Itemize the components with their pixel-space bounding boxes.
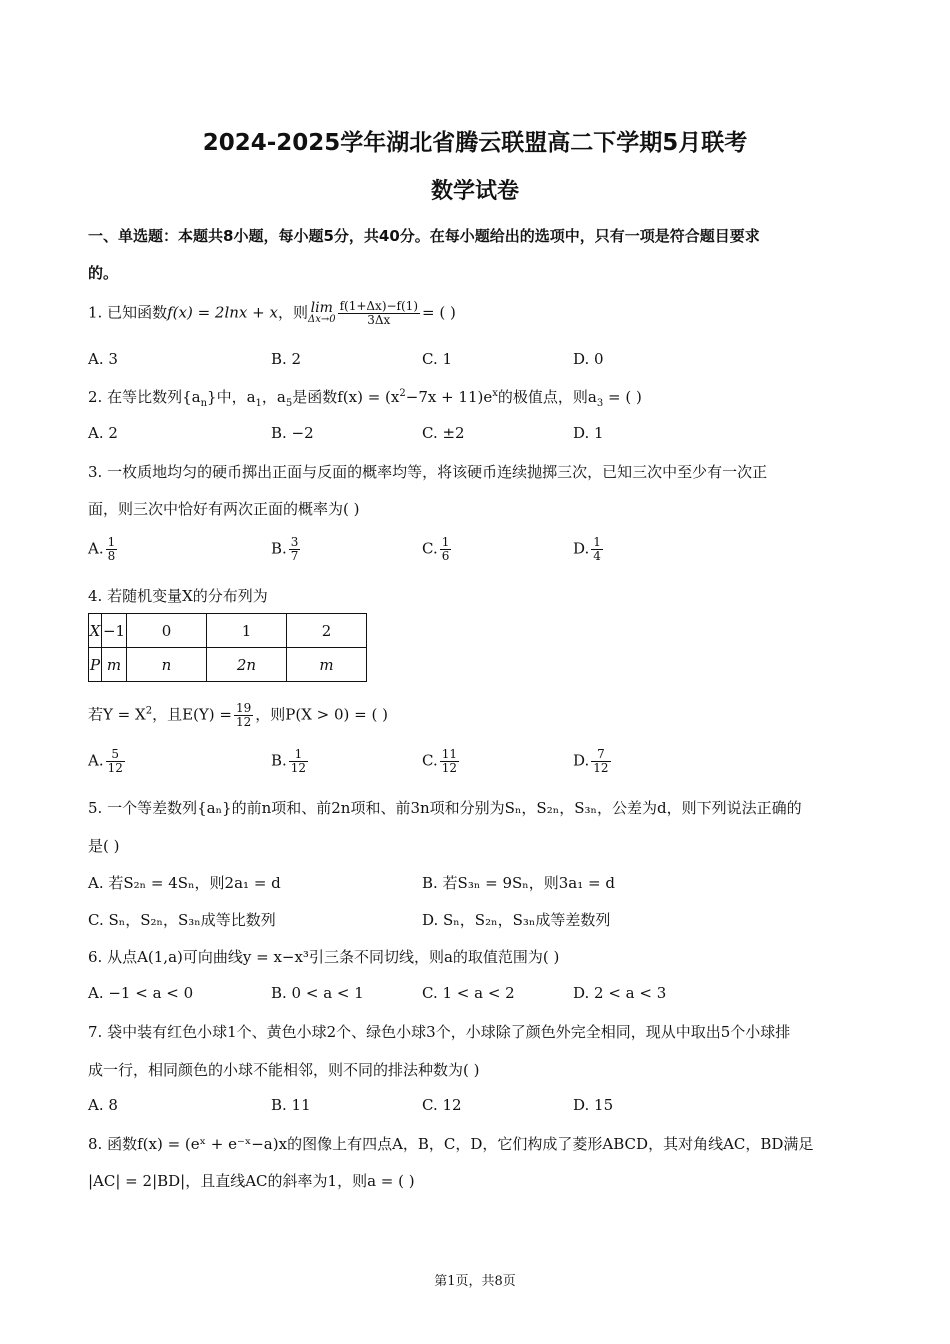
question-4-condition <box>88 702 388 729</box>
q2-sup-x: x <box>492 388 498 399</box>
table-cell: 2 <box>287 614 367 648</box>
table-cell: −1 <box>102 614 127 648</box>
q4-c-num: 11 <box>441 747 457 761</box>
q4-c-label: C. <box>422 751 438 770</box>
q4-c-frac <box>440 748 459 775</box>
q2-option-b: B. −2 <box>271 424 314 442</box>
q3-a-label: A. <box>88 539 104 558</box>
q2-part-f: 的极值点，则a <box>497 388 597 406</box>
q2-part-b: }中，a <box>207 388 256 406</box>
q4-b-frac <box>289 748 308 775</box>
cell-text: m <box>106 655 122 674</box>
q4-option-d <box>573 748 613 775</box>
q4-cond-num: 19 <box>235 701 252 715</box>
q7-option-b: B. 11 <box>271 1096 311 1114</box>
q1-lim-sub: Δx→0 <box>307 313 336 325</box>
table-cell <box>287 648 367 682</box>
q4-c-den: 12 <box>441 761 457 775</box>
question-5-line1: 5. 一个等差数列{aₙ}的前n项和、前2n项和、前3n项和分别为Sₙ，S₂ₙ，S₃ₙ，公差为d，则下列说法正确的 <box>88 799 802 817</box>
q3-c-num: 1 <box>441 535 450 549</box>
cell-text: P <box>89 655 101 674</box>
q6-option-c: C. 1 < a < 2 <box>422 984 515 1002</box>
q1-option-a: A. 3 <box>88 350 118 368</box>
q5-option-c: C. Sₙ，S₂ₙ，S₃ₙ成等比数列 <box>88 911 276 929</box>
question-4-line1: 4. 若随机变量X的分布列为 <box>88 587 268 605</box>
section-heading-cont: 的。 <box>88 264 119 282</box>
q5-option-d: D. Sₙ，S₂ₙ，S₃ₙ成等差数列 <box>422 911 611 929</box>
q3-b-num: 3 <box>290 535 299 549</box>
q1-limit <box>307 299 336 326</box>
question-1 <box>88 300 456 327</box>
q3-b-den: 7 <box>290 549 299 563</box>
q7-option-a: A. 8 <box>88 1096 118 1114</box>
q3-c-frac <box>440 536 452 563</box>
table-cell: 0 <box>127 614 207 648</box>
q3-d-frac <box>591 536 603 563</box>
table-row <box>89 614 367 648</box>
page-footer: 第1页，共8页 <box>434 1274 516 1289</box>
q2-option-a: A. 2 <box>88 424 118 442</box>
question-2 <box>88 386 642 409</box>
table-cell <box>127 648 207 682</box>
q1-function: f(x) = 2lnx + x <box>167 303 278 322</box>
q3-d-label: D. <box>573 539 590 558</box>
q2-option-c: C. ±2 <box>422 424 465 442</box>
q4-option-b <box>271 748 310 775</box>
q4-a-num: 5 <box>106 748 125 762</box>
question-7-line1: 7. 袋中装有红色小球1个、黄色小球2个、绿色小球3个，小球除了颜色外完全相同，现从中取出5个小球排 <box>88 1023 791 1041</box>
q2-part-d: 是函数f(x) = (x <box>292 388 400 406</box>
exam-title: 2024-2025学年湖北省腾云联盟高二下学期5月联考 <box>202 130 748 156</box>
q4-cond-c: ，则P(X > 0) = ( ) <box>255 705 388 724</box>
q3-option-c <box>422 536 453 563</box>
question-3-line2: 面，则三次中恰好有两次正面的概率为( ) <box>88 500 360 518</box>
q1-lim-label: lim <box>310 299 333 316</box>
q1-tail: = ( ) <box>422 303 456 322</box>
q3-a-num: 1 <box>107 535 116 549</box>
cell-text: m <box>319 655 334 674</box>
table-cell <box>207 648 287 682</box>
q1-option-b: B. 2 <box>271 350 302 368</box>
q4-a-den: 12 <box>107 761 123 775</box>
q4-d-den: 12 <box>593 761 609 775</box>
q4-cond-frac <box>234 702 253 729</box>
q3-option-a <box>88 536 119 563</box>
q2-sup-2: 2 <box>399 388 406 399</box>
q5-option-b: B. 若S₃ₙ = 9Sₙ，则3a₁ = d <box>422 874 615 892</box>
q6-option-a: A. −1 < a < 0 <box>88 984 194 1002</box>
q7-option-d: D. 15 <box>573 1096 614 1114</box>
question-8-line1: 8. 函数f(x) = (eˣ + e⁻ˣ−a)x的图像上有四点A，B，C，D，它们构成了菱形ABCD，其对角线AC，BD满足 <box>88 1135 814 1153</box>
q2-sub-n: n <box>200 398 208 409</box>
q3-c-den: 6 <box>441 549 450 563</box>
table-cell: 1 <box>207 614 287 648</box>
q2-part-e: −7x + 11)e <box>405 388 493 406</box>
q6-option-b: B. 0 < a < 1 <box>271 984 364 1002</box>
q4-cond-den: 12 <box>235 715 252 729</box>
q2-sub-3: 3 <box>596 398 604 409</box>
q4-option-c <box>422 748 461 775</box>
q3-d-num: 1 <box>593 535 601 549</box>
q2-part-a: 2. 在等比数列{a <box>88 388 201 406</box>
q3-option-d <box>573 536 605 563</box>
q4-b-den: 12 <box>290 761 307 775</box>
q4-b-label: B. <box>271 751 287 770</box>
q4-option-a <box>88 748 127 775</box>
q4-cond-a: 若Y = X <box>88 705 146 724</box>
q7-option-c: C. 12 <box>422 1096 462 1114</box>
q1-option-d: D. 0 <box>573 350 604 368</box>
table-cell <box>89 614 102 648</box>
question-7-line2: 成一行，相同颜色的小球不能相邻，则不同的排法种数为( ) <box>88 1061 480 1079</box>
question-8-line2: |AC| = 2|BD|，且直线AC的斜率为1，则a = ( ) <box>88 1172 415 1190</box>
cell-text: n <box>161 655 172 674</box>
table-cell <box>89 648 102 682</box>
question-3-line1: 3. 一枚质地均匀的硬币掷出正面与反面的概率均等，将该硬币连续抛掷三次，已知三次中至少有一次正 <box>88 463 768 481</box>
q1-mid: ，则 <box>277 303 308 322</box>
q4-d-num: 7 <box>591 748 610 762</box>
table-cell <box>102 648 127 682</box>
q3-c-label: C. <box>422 539 438 558</box>
q6-option-d: D. 2 < a < 3 <box>573 984 667 1002</box>
q2-option-d: D. 1 <box>573 424 604 442</box>
question-5-line2: 是( ) <box>88 837 120 855</box>
section-heading: 一、单选题：本题共8小题，每小题5分，共40分。在每小题给出的选项中，只有一项是符合题目要求 <box>88 227 760 245</box>
q3-a-frac <box>106 536 118 563</box>
q4-cond-b: ，且E(Y) = <box>152 705 232 724</box>
q4-a-label: A. <box>88 751 104 770</box>
q2-sub-5: 5 <box>285 398 293 409</box>
q2-sub-1: 1 <box>255 398 262 409</box>
q4-b-num: 1 <box>289 748 308 762</box>
q3-d-den: 4 <box>593 549 601 563</box>
table-row <box>89 648 367 682</box>
q3-option-b <box>271 536 302 563</box>
q3-a-den: 8 <box>107 549 116 563</box>
q4-d-frac <box>591 748 610 775</box>
q3-b-frac <box>289 536 301 563</box>
question-6: 6. 从点A(1,a)可向曲线y = x−x³引三条不同切线，则a的取值范围为( ) <box>88 948 560 966</box>
q1-fraction <box>338 300 420 327</box>
q5-option-a: A. 若S₂ₙ = 4Sₙ，则2a₁ = d <box>88 874 281 892</box>
q2-part-c: ，a <box>261 388 286 406</box>
q1-denominator: 3Δx <box>367 313 391 327</box>
q2-part-g: = ( ) <box>603 388 642 406</box>
q4-cond-sup: 2 <box>145 705 153 717</box>
q1-option-c: C. 1 <box>422 350 453 368</box>
q1-prefix: 1. 已知函数 <box>88 303 168 322</box>
q4-a-frac <box>106 748 125 775</box>
cell-text: X <box>89 621 101 640</box>
q1-numerator: f(1+Δx)−f(1) <box>339 299 418 313</box>
q4-d-label: D. <box>573 751 590 770</box>
distribution-table <box>88 613 367 682</box>
exam-subtitle: 数学试卷 <box>430 179 519 204</box>
q3-b-label: B. <box>271 539 287 558</box>
cell-text: 2n <box>236 655 257 674</box>
